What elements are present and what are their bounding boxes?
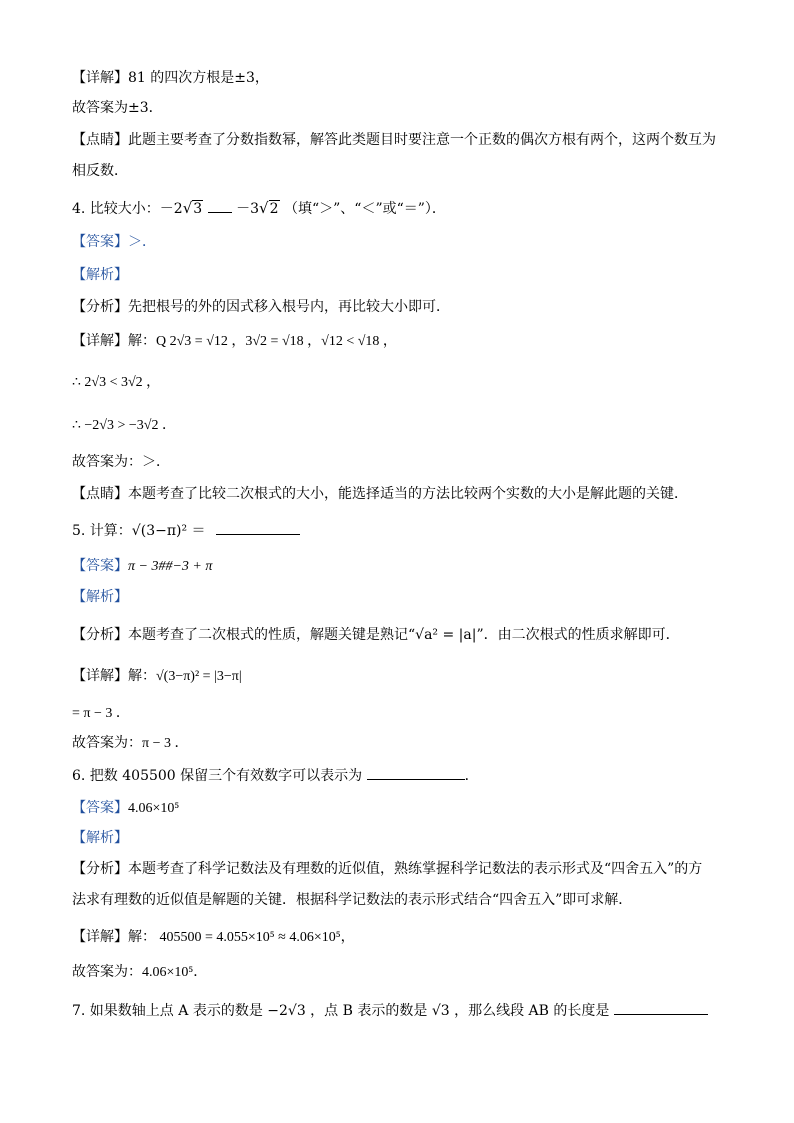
question-5 [72,520,300,541]
math-line: 故答案为：π − 3 ． [72,736,189,751]
question-6: 6. 把数 405500 保留三个有效数字可以表示为 ． [72,765,479,786]
text-line: 故答案为：＞． [72,454,170,470]
question-4 [72,198,446,219]
q6-text: 6. 把数 405500 保留三个有效数字可以表示为 [72,768,363,784]
answer-line [72,798,179,819]
math-line: 【详解】解：√(3−π)² = |3−π| [72,669,242,684]
sqrt-symbol: √2 [259,199,279,217]
answer-blank [614,1000,708,1015]
radicand: 2 [269,201,279,217]
text-line: 故答案为±3． [72,100,163,116]
section-label: 【解析】 [72,589,128,605]
answer-line: 【答案】＞． [72,234,156,250]
math-line: 【详解】解：Q 2√3 = √12 ，3√2 = √18 ，√12 < √18 ， [72,334,397,349]
text-line: 【点睛】本题考查了比较二次根式的大小，能选择适当的方法比较两个实数的大小是解此题的关键． [72,486,688,502]
answer-line [72,556,212,577]
radicand: 3 [193,201,203,217]
q7-text: 7. 如果数轴上点 A 表示的数是 −2√3 ，点 B 表示的数是 √3 ，那么线段 AB 的长度是 [72,1003,610,1019]
text-line: 【分析】本题考查了二次根式的性质，解题关键是熟记“√a² = |a|”．由二次根式的性质求解即可． [72,627,680,643]
text-line: 【分析】本题考查了科学记数法及有理数的近似值，熟练掌握科学记数法的表示形式及“四舍五入”的方 [72,861,703,877]
q4-part: 4. 比较大小：－2 [72,201,183,217]
math-line: ∴ −2√3 > −3√2 ． [72,418,176,433]
answer-blank [367,765,465,780]
text-line: 相反数． [72,163,128,179]
answer-value: 4.06×10⁵ [128,801,180,816]
q4-part: －3 [236,201,260,217]
sqrt-symbol: √3 [182,199,203,217]
answer-label: 【答案】 [72,558,128,574]
math-line: ∴ 2√3 < 3√2 ， [72,375,161,390]
math-line: 【详解】解： 405500 = 4.055×10⁵ ≈ 4.06×10⁵， [72,930,355,945]
q5-text: 5. 计算：√(3−π)² ＝ [72,523,206,539]
answer-label: 【答案】 [72,800,128,816]
text-line: 法求有理数的近似值是解题的关键．根据科学记数法的表示形式结合“四舍五入”即可求解． [72,892,633,908]
text-line: 【点睛】此题主要考查了分数指数幂，解答此类题目时要注意一个正数的偶次方根有两个，这两个数互为 [72,132,716,148]
answer-value: π − 3##−3 + π [128,559,213,574]
text-line: 【分析】先把根号的外的因式移入根号内，再比较大小即可． [72,299,450,315]
section-label: 【解析】 [72,267,128,283]
text-line: 【详解】81 的四次方根是±3， [72,70,269,86]
math-line: 故答案为：4.06×10⁵． [72,965,208,980]
question-7 [72,1000,708,1021]
q4-part: （填“＞”、“＜”或“＝”）． [283,201,446,217]
answer-blank [208,198,232,213]
section-label: 【解析】 [72,830,128,846]
math-line: = π − 3 ． [72,706,130,721]
answer-blank [216,520,300,535]
